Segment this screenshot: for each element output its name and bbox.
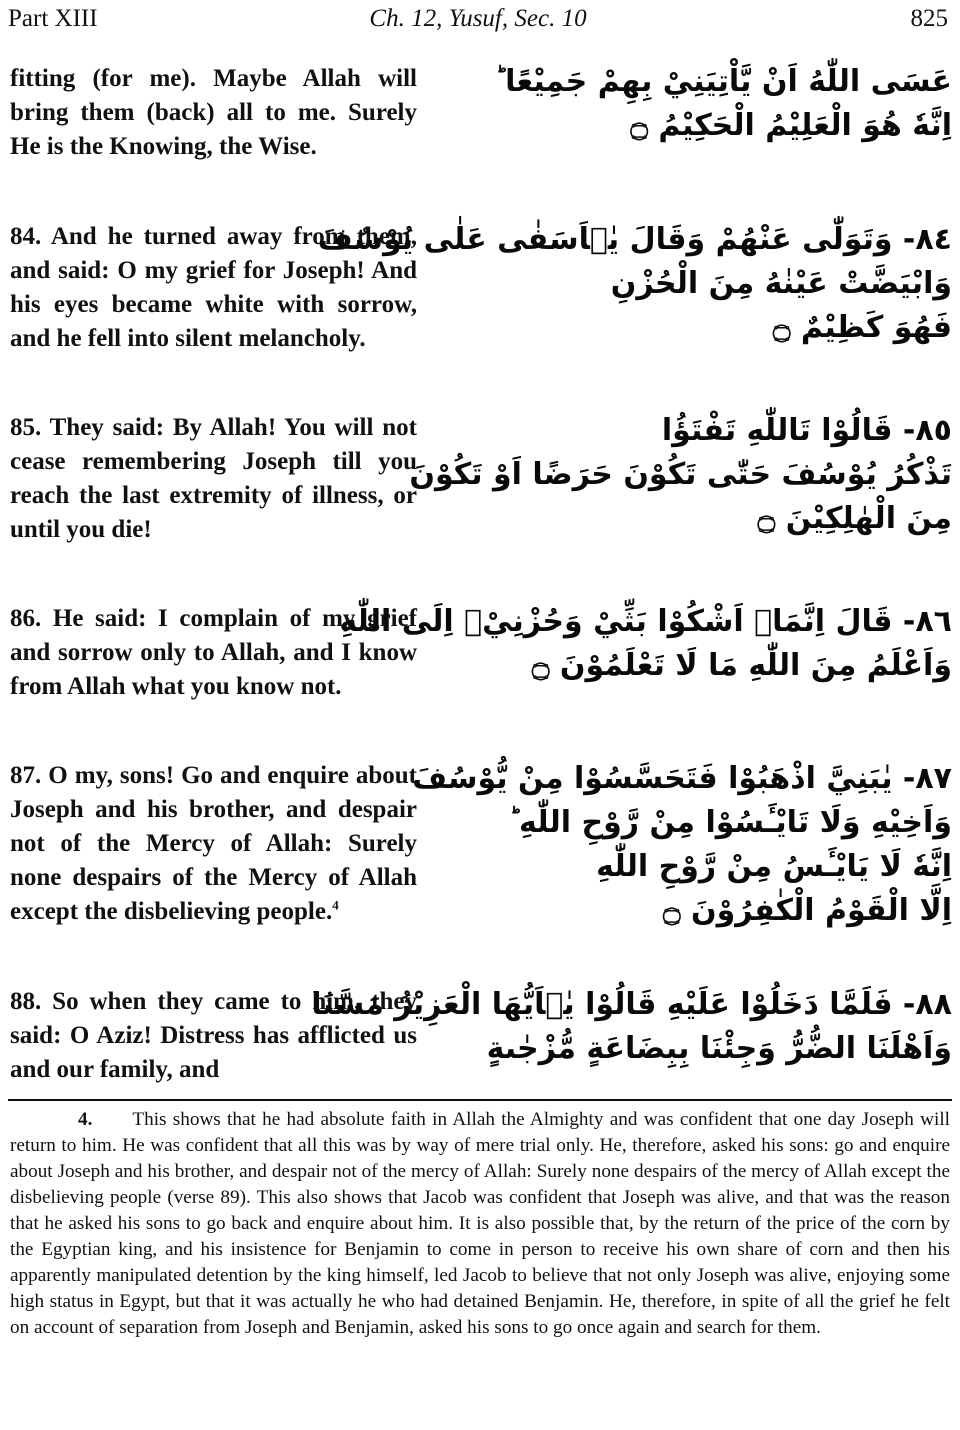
verse-block-86 bbox=[10, 602, 960, 740]
verse-arabic-text bbox=[409, 409, 952, 541]
verse-arabic-text bbox=[317, 218, 952, 350]
arabic-line: اِنَّهٗ لَا يَايْـَٔسُ مِنْ رَّوْحِ اللّٰهِ bbox=[596, 849, 952, 884]
chapter-section-title: Ch. 12, Yusuf, Sec. 10 bbox=[369, 5, 587, 32]
verse-block-87 bbox=[10, 759, 960, 969]
arabic-line: ٨٧- يٰبَنِيَّ اذْهَبُوْا فَتَحَسَّسُوْا مِنْ يُّوْسُفَ bbox=[412, 761, 952, 796]
footnote-reference-mark: 4 bbox=[332, 897, 339, 913]
verse-arabic-text bbox=[442, 60, 952, 148]
verse-english-text bbox=[10, 759, 417, 929]
verse-block-84 bbox=[10, 220, 960, 390]
arabic-line: عَسَى اللّٰهُ اَنْ يَّاْتِيَنِيْ بِهِمْ جَمِيْعًا ؕ bbox=[494, 64, 952, 99]
footnote-text: This shows that he had absolute faith in Allah the Almighty and was confident that one day Joseph will return to him. He was confident that all this was by way of mere trial only. He, therefore, asked his sons: go and enquire about Joseph and his brother, and despair not of the mercy of Allah: Surely none despairs of the mercy of Allah except the disbelieving people (verse 89). This also shows that Jacob was confident that Joseph was alive, and that was the reason that he asked his sons to go back and enquire about him. It is also possible that, by the return of the price of the corn by the Egyptian king, and his insistence for Benjamin to come in person to receive his own share of corn and then his apparently manipulated detention by the king himself, led Jacob to believe that not only Joseph was alive, enjoying some high status in Egypt, but that it was actually he who had detained Benjamin. He, therefore, in spite of all the grief he felt on account of separation from Joseph and Benjamin, asked his sons to go once again and search for them. bbox=[10, 1109, 950, 1338]
arabic-line: مِنَ الْهٰلِكِيْنَ ۝ bbox=[757, 501, 952, 536]
verse-english-text: fitting (for me). Maybe Allah will bring them (back) all to me. Surely He is the Knowing, the Wise. bbox=[10, 65, 417, 160]
arabic-line: وَاَعْلَمُ مِنَ اللّٰهِ مَا لَا تَعْلَمُوْنَ ۝ bbox=[531, 648, 952, 683]
verse-arabic-text bbox=[311, 983, 952, 1071]
verse-english-text: 85. They said: By Allah! You will not cease remembering Joseph till you reach the last extremity of illness, or until you die! bbox=[10, 414, 417, 543]
verse-block-88 bbox=[10, 985, 960, 1090]
verse-english-text: 86. He said: I complain of my grief and sorrow only to Allah, and I know from Allah what you know not. bbox=[10, 605, 417, 700]
arabic-line: ٨٥- قَالُوْا تَاللّٰهِ تَفْتَؤُا bbox=[661, 413, 952, 448]
footnote-divider bbox=[8, 1099, 952, 1101]
page-number: 825 bbox=[910, 5, 948, 32]
verse-arabic-text bbox=[339, 600, 952, 688]
footnote-number: 4. bbox=[78, 1109, 93, 1130]
arabic-line: اِنَّهٗ هُوَ الْعَلِيْمُ الْحَكِيْمُ ۝ bbox=[630, 108, 952, 143]
arabic-line: ٨٦- قَالَ اِنَّمَاۤ اَشْكُوْا بَثِّيْ وَحُزْنِيْۤ اِلَى اللّٰهِ bbox=[339, 604, 952, 639]
verse-block-85 bbox=[10, 411, 960, 583]
page-header bbox=[8, 4, 948, 38]
arabic-line: وَابْيَضَّتْ عَيْنٰهُ مِنَ الْحُزْنِ bbox=[610, 266, 952, 301]
verse-english-text: 84. And he turned away from them, and said: O my grief for Joseph! And his eyes became white with sorrow, and he fell into silent melancholy. bbox=[10, 223, 417, 352]
arabic-line: وَاَهْلَنَا الضُّرُّ وَجِئْنَا بِبِضَاعَةٍ مُّزْجٰىةٍ bbox=[486, 1031, 952, 1066]
arabic-line: ٨٤- وَتَوَلّٰى عَنْهُمْ وَقَالَ يٰۤاَسَفٰى عَلٰى يُوْسُفَ bbox=[317, 222, 952, 257]
verse-english-body: 87. O my, sons! Go and enquire about Joseph and his brother, and despair not of the Mercy of Allah: Surely none despairs of the Mercy of Allah except the disbelieving people. bbox=[10, 762, 417, 925]
verse-arabic-text bbox=[412, 757, 952, 933]
arabic-line: اِلَّا الْقَوْمُ الْكٰفِرُوْنَ ۝ bbox=[663, 893, 952, 928]
arabic-line: تَذْكُرُ يُوْسُفَ حَتّٰى تَكُوْنَ حَرَضًا اَوْ تَكُوْنَ bbox=[409, 457, 952, 492]
verse-english-text: 88. So when they came to him, they said: O Aziz! Distress has afflicted us and our family, and bbox=[10, 988, 417, 1083]
arabic-line: فَهُوَ كَظِيْمٌ ۝ bbox=[772, 310, 952, 345]
part-label: Part XIII bbox=[8, 5, 98, 32]
verse-block-continuation bbox=[10, 62, 960, 202]
arabic-line: وَاَخِيْهِ وَلَا تَايْـَٔسُوْا مِنْ رَّوْحِ اللّٰهِ ؕ bbox=[508, 805, 952, 840]
footnote bbox=[10, 1107, 950, 1341]
arabic-line: ٨٨- فَلَمَّا دَخَلُوْا عَلَيْهِ قَالُوْا يٰۤاَيُّهَا الْعَزِيْزُ مَسَّنَا bbox=[311, 987, 952, 1022]
